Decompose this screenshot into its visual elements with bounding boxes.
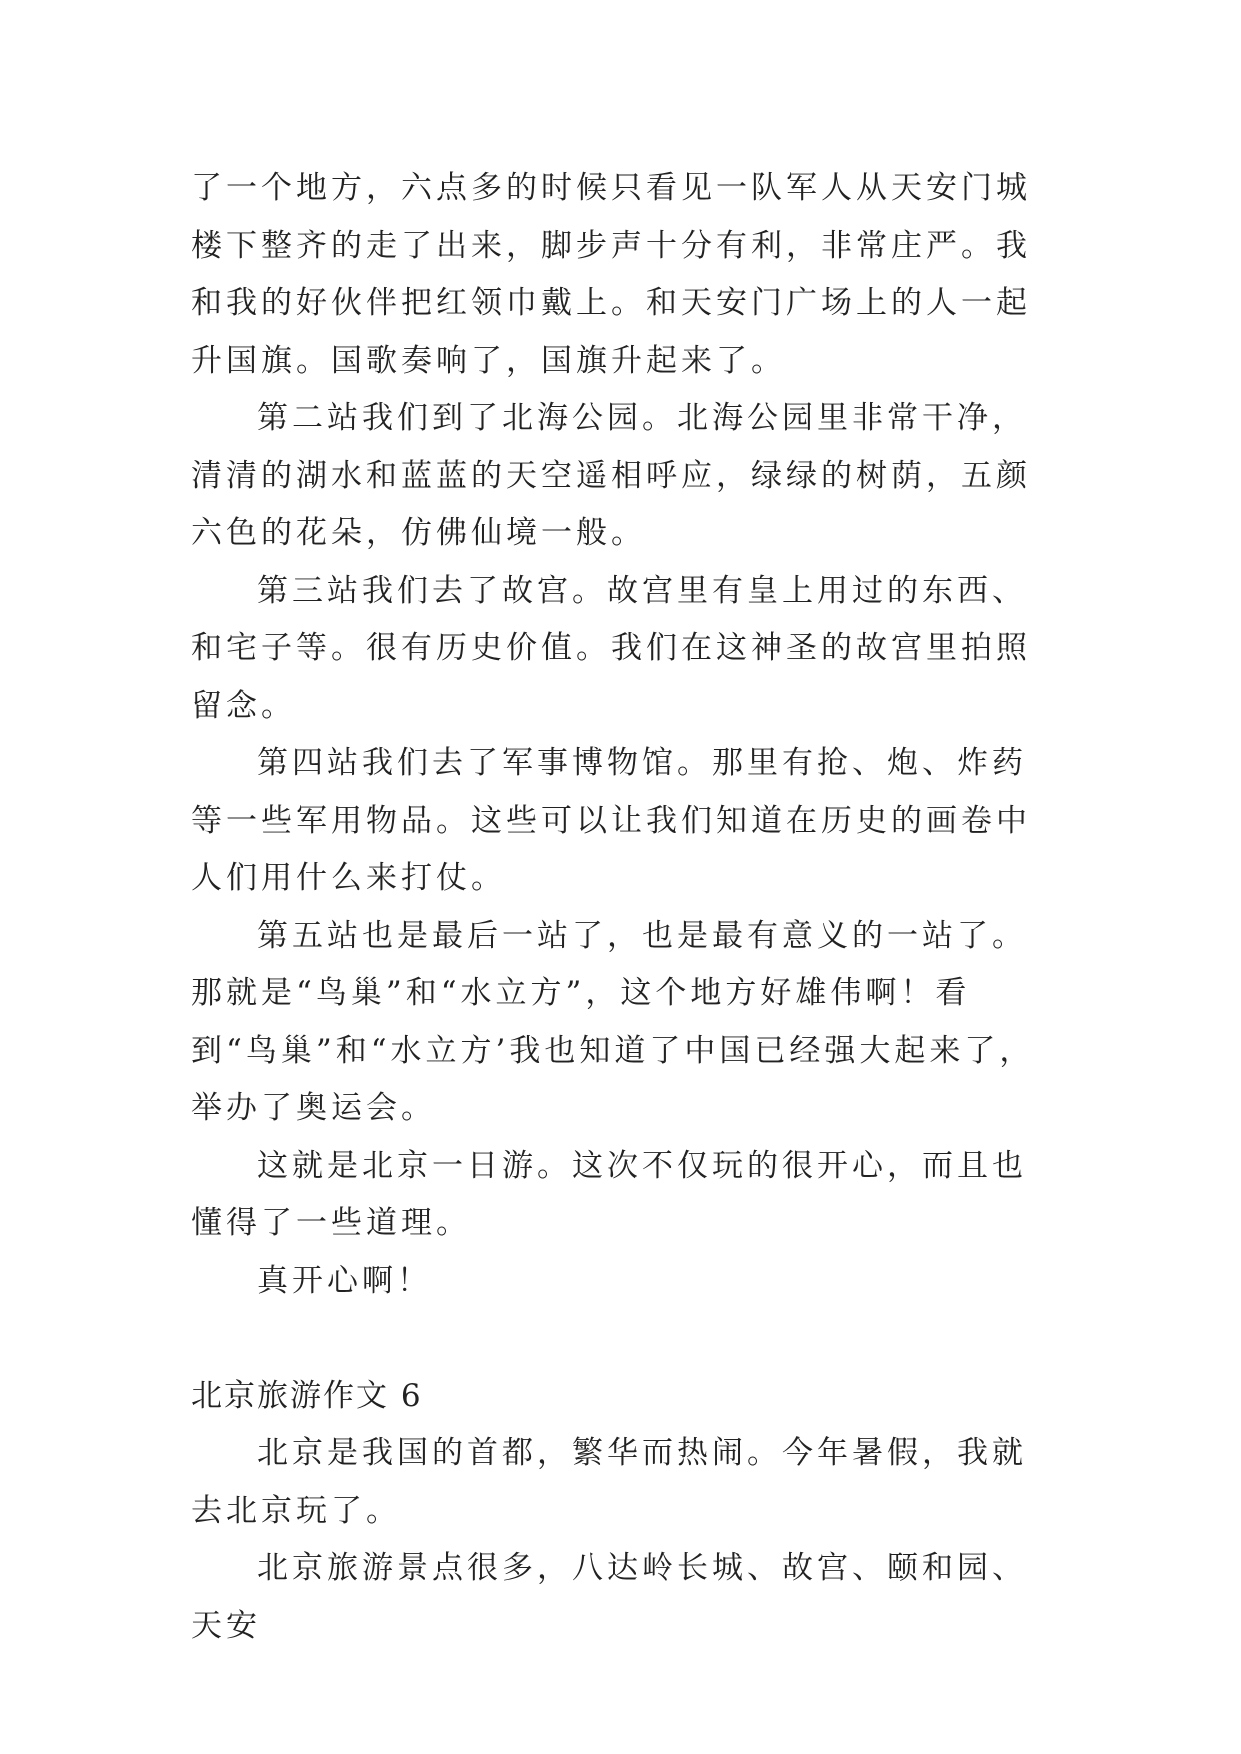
paragraph-military-museum: 第四站我们去了军事博物馆。那里有抢、炮、炸药等一些军用物品。这些可以让我们知道在历史的画卷中人们用什么来打仗。 bbox=[191, 745, 1031, 896]
blank-line bbox=[191, 1310, 1051, 1368]
paragraph-summary: 这就是北京一日游。这次不仅玩的很开心，而且也懂得了一些道理。 bbox=[191, 1147, 1027, 1241]
paragraph-capital-intro: 北京是我国的首都，繁华而热闹。今年暑假，我就去北京玩了。 bbox=[191, 1435, 1027, 1529]
paragraph-forbidden-city: 第三站我们去了故宫。故宫里有皇上用过的东西、和宅子等。很有历史价值。我们在这神圣的故宫里拍照留念。 bbox=[191, 572, 1031, 724]
paragraph-attractions: 北京旅游景点很多，八达岭长城、故宫、颐和园、天安 bbox=[191, 1550, 1027, 1644]
section-title: 北京旅游作文 6 bbox=[191, 1377, 423, 1414]
document-body bbox=[191, 160, 1051, 1655]
paragraph-closing: 真开心啊！ bbox=[257, 1262, 432, 1299]
paragraph-birds-nest: 第五站也是最后一站了，也是最有意义的一站了。那就是“鸟巢”和“水立方”，这个地方好雄伟啊！看到“鸟巢”和“水立方’我也知道了中国已经强大起来了，举办了奥运会。 bbox=[191, 917, 1035, 1126]
paragraph-continuation: 了一个地方，六点多的时候只看见一队军人从天安门城楼下整齐的走了出来，脚步声十分有利，非常庄严。我和我的好伙伴把红领巾戴上。和天安门广场上的人一起升国旗。国歌奏响了，国旗升起来了。 bbox=[191, 170, 1031, 379]
paragraph-beihai-park: 第二站我们到了北海公园。北海公园里非常干净，清清的湖水和蓝蓝的天空遥相呼应，绿绿的树荫，五颜六色的花朵，仿佛仙境一般。 bbox=[191, 400, 1031, 551]
